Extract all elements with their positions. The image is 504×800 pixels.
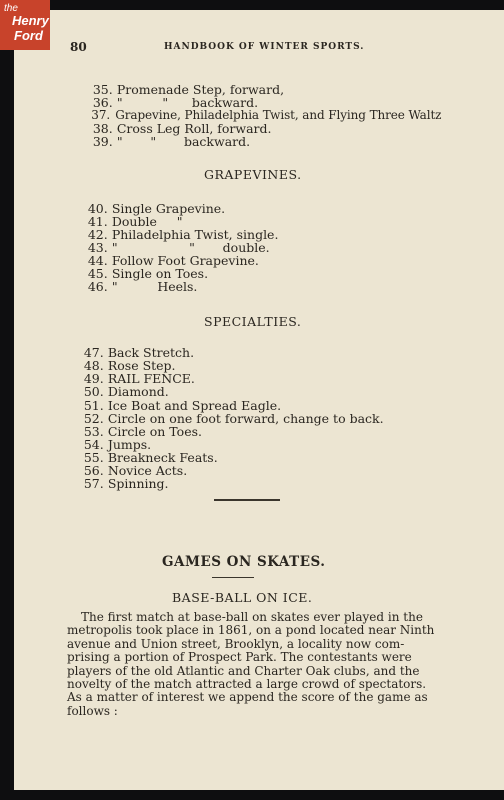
logo-text-the: the — [4, 3, 18, 14]
paragraph-line: metropolis took place in 1861, on a pond located near Ninth — [67, 623, 435, 638]
page-header — [14, 40, 504, 60]
heading-underline — [212, 577, 254, 578]
chapter-heading-games: GAMES ON SKATES. — [162, 554, 326, 570]
list-item: 41. Double " — [87, 214, 183, 229]
list-item: 46. " Heels. — [87, 279, 198, 294]
list-item: 55. Breakneck Feats. — [83, 450, 218, 465]
list-item: 42. Philadelphia Twist, single. — [87, 227, 279, 242]
list-item: 39. " " backward. — [92, 134, 251, 149]
paragraph-line: As a matter of interest we append the score of the game as — [67, 690, 428, 705]
logo-text-ford: Ford — [14, 28, 43, 43]
paragraph-line: follows : — [67, 703, 118, 718]
paragraph-line: avenue and Union street, Brooklyn, a locality now com- — [67, 636, 405, 651]
paragraph-line: novelty of the match attracted a large crowd of spectators. — [67, 677, 427, 692]
section-heading-grapevines: GRAPEVINES. — [204, 167, 302, 182]
section-heading-specialties: SPECIALTIES. — [204, 314, 302, 329]
subheading-base-ball: BASE-BALL ON ICE. — [172, 590, 313, 605]
list-item: 56. Novice Acts. — [83, 463, 188, 478]
list-item: 51. Ice Boat and Spread Eagle. — [83, 398, 282, 413]
list-item: 48. Rose Step. — [83, 358, 176, 373]
paragraph-line: The first match at base-ball on skates ever played in the — [81, 610, 423, 624]
list-item: 36. " " backward. — [92, 95, 259, 110]
list-item: 43. " " double. — [87, 240, 270, 255]
list-item: 35. Promenade Step, forward, — [92, 82, 285, 97]
list-item: 53. Circle on Toes. — [83, 424, 202, 439]
list-item: 44. Follow Foot Grapevine. — [87, 253, 259, 268]
list-item: 37. Grapevine, Philadelphia Twist, and Flying Three Waltz — [91, 108, 442, 122]
running-head: HANDBOOK OF WINTER SPORTS. — [164, 42, 365, 52]
paragraph-base-ball — [67, 611, 447, 718]
henry-ford-logo — [0, 0, 50, 50]
paragraph-line: players of the old Atlantic and Charter Oak clubs, and the — [67, 663, 420, 678]
list-item: 45. Single on Toes. — [87, 266, 209, 281]
list-item: 38. Cross Leg Roll, forward. — [92, 121, 272, 136]
list-item: 40. Single Grapevine. — [87, 201, 226, 216]
list-item: 50. Diamond. — [83, 384, 169, 399]
paragraph-line: prising a portion of Prospect Park. The contestants were — [67, 650, 412, 665]
page-number: 80 — [70, 40, 87, 54]
book-page — [14, 10, 504, 790]
logo-text-henry: Henry — [12, 13, 49, 28]
list-item: 54. Jumps. — [83, 437, 152, 452]
section-divider — [214, 499, 280, 501]
list-item: 47. Back Stretch. — [83, 345, 195, 360]
list-item: 52. Circle on one foot forward, change to back. — [83, 411, 384, 426]
list-item: 57. Spinning. — [83, 476, 169, 491]
list-item: 49. RAIL FENCE. — [83, 371, 195, 386]
